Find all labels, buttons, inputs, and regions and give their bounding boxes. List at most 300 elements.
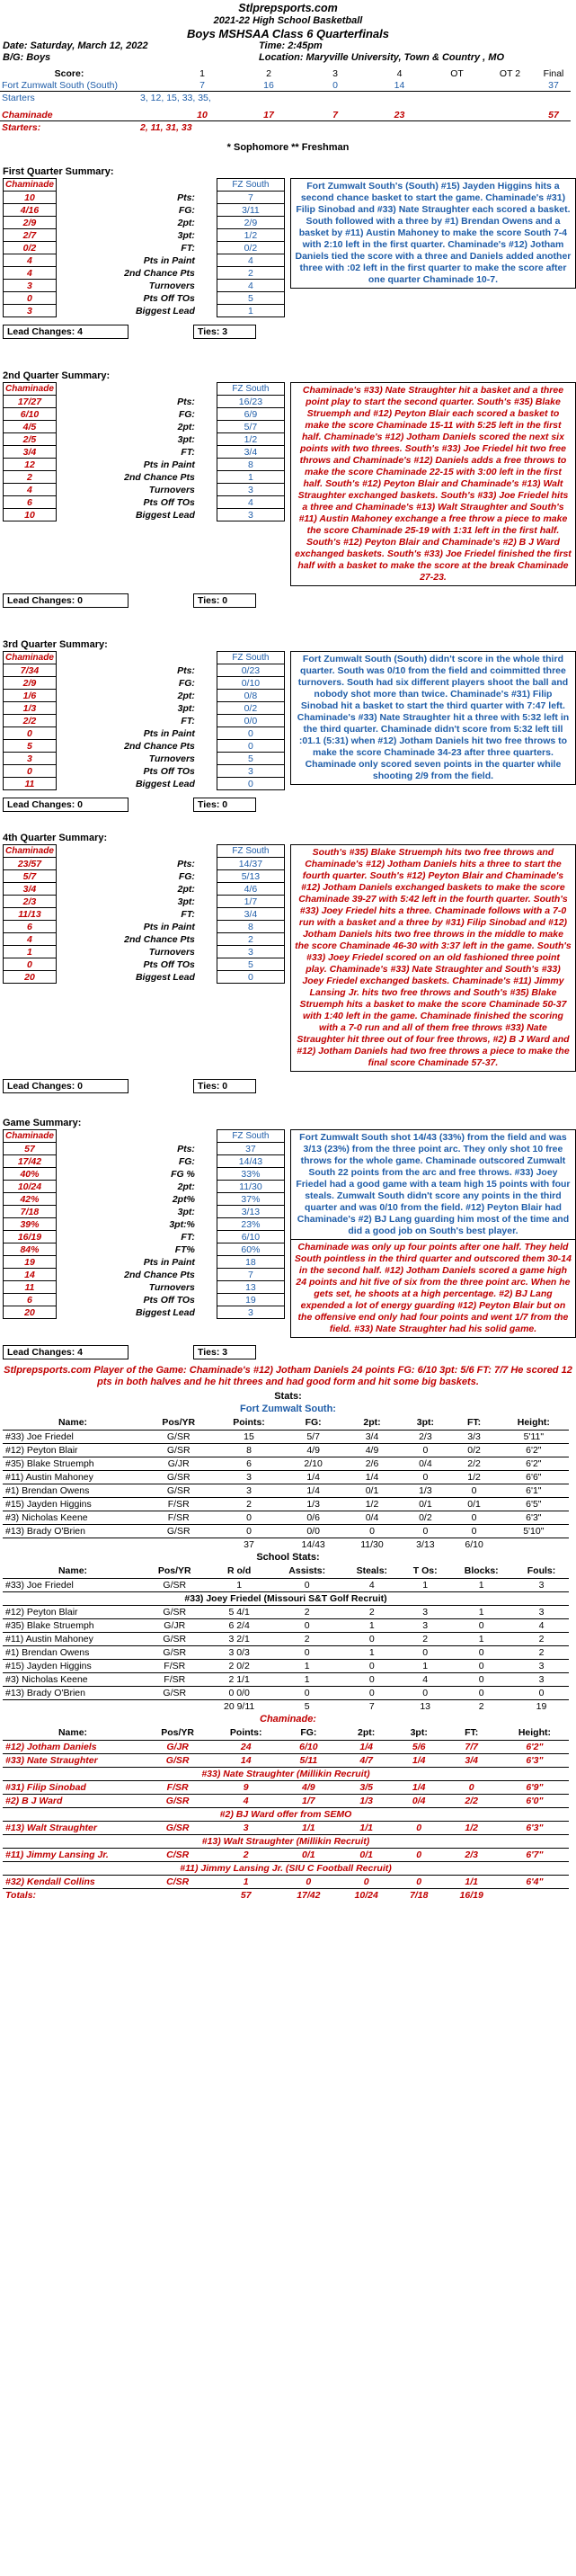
team2-q1: 10 xyxy=(169,109,235,121)
school-cell: 1 xyxy=(272,1673,342,1687)
game-fz-value: 23% xyxy=(217,1218,284,1231)
team2-q2: 17 xyxy=(235,109,302,121)
q1-row xyxy=(4,292,285,305)
q4-stat-label: Biggest Lead xyxy=(135,971,195,983)
game-fz-value: 33% xyxy=(217,1168,284,1181)
q4-row xyxy=(4,921,285,933)
game-fz-value: 37 xyxy=(217,1143,284,1155)
game-stat-label: FT: xyxy=(181,1231,195,1243)
fz-cell: 15 xyxy=(214,1431,283,1444)
ot2-head: OT 2 xyxy=(499,67,521,79)
team2-ot xyxy=(430,109,483,121)
cham-cell: 6'7" xyxy=(501,1849,569,1862)
team1-q1: 7 xyxy=(169,79,235,92)
cham-header: FT: xyxy=(443,1725,501,1741)
cham-cell: 1/4 xyxy=(395,1781,443,1795)
fz-cell: G/SR xyxy=(143,1484,214,1498)
fz-cell: 4/9 xyxy=(343,1444,402,1457)
q1-fz-value: 3/11 xyxy=(217,204,284,217)
q3-row xyxy=(4,677,285,690)
q1-head: 1 xyxy=(199,67,205,79)
cham-total xyxy=(501,1889,569,1903)
q1-col-heads xyxy=(4,179,285,192)
school-cell: 0 xyxy=(448,1619,514,1633)
cham-header: 3pt: xyxy=(395,1725,443,1741)
school-total: 19 xyxy=(536,1701,547,1712)
cham-cell: 0 xyxy=(338,1876,395,1889)
fz-header: Pos/YR xyxy=(143,1415,214,1431)
q2-stat-label: Turnovers xyxy=(148,484,195,495)
fz-cell: #15) Jayden Higgins xyxy=(3,1498,143,1511)
school-cell: 2 xyxy=(272,1606,342,1619)
q1-stat-label: FG: xyxy=(178,204,195,216)
school-cell: 0 0/0 xyxy=(207,1687,272,1700)
game-cham-value: 16/19 xyxy=(4,1231,57,1243)
fz-totals-row xyxy=(3,1538,569,1552)
school-row xyxy=(3,1660,569,1673)
team2-starters-label: Starters: xyxy=(2,121,41,133)
school-header: Blocks: xyxy=(448,1564,514,1579)
q2-title: 2nd Quarter Summary: xyxy=(3,370,111,381)
game-row xyxy=(4,1256,285,1269)
q2-fz-value: 4 xyxy=(217,496,284,509)
q2-fz-value: 5/7 xyxy=(217,421,284,433)
q3-lead-changes: Lead Changes: 0 xyxy=(3,798,128,812)
season-title: 2021-22 High School Basketball xyxy=(213,15,363,26)
school-cell: 0 xyxy=(448,1687,514,1700)
q4-row xyxy=(4,883,285,896)
q4-row xyxy=(4,908,285,921)
q3-col-heads xyxy=(4,652,285,664)
fz-cell: 6'3" xyxy=(499,1511,569,1525)
cham-cell: #11) Jimmy Lansing Jr. xyxy=(3,1849,143,1862)
cham-cell: 1/4 xyxy=(395,1754,443,1768)
cham-cell: 1/3 xyxy=(338,1795,395,1808)
game-col-heads xyxy=(4,1130,285,1143)
game-gender: B/G: Boys xyxy=(3,52,51,63)
q3-head: 3 xyxy=(332,67,338,79)
cham-cell: 5/6 xyxy=(395,1741,443,1754)
cham-cell: C/SR xyxy=(143,1876,212,1889)
q1-ties: Ties: 3 xyxy=(193,325,256,339)
team1-q2: 16 xyxy=(235,79,302,92)
game-location: Location: Maryville University, Town & Country , MO xyxy=(259,52,504,63)
cham-cell: 2/3 xyxy=(443,1849,501,1862)
fz-cell: 0/0 xyxy=(284,1525,343,1538)
game-lead-ties xyxy=(3,1345,576,1359)
cham-cell: 6'9" xyxy=(501,1781,569,1795)
game-narrative: Chaminade was only up four points after one half. They held South pointless in the third quarter and outscored them 30-14 in the second half. #12) Jotham Daniels scored a game high 24 points and hit five of six from the three point arc. When he gets set, he shoots at a high percentage. #2) BJ Lang expended a lot of energy guarding #12) Peyton Blair but on the offensive end only had four points and went 1/7 from the field. #33) Nate Straughter had his solid game. xyxy=(290,1240,576,1338)
cham-cell: 0/4 xyxy=(395,1795,443,1808)
q1-narrative-wrap xyxy=(285,178,576,289)
fz-cell: 5'11" xyxy=(499,1431,569,1444)
q4-cham-value: 5/7 xyxy=(4,870,57,883)
team1-row xyxy=(0,79,571,92)
school-total: 7 xyxy=(368,1701,375,1712)
school-cell: 1 xyxy=(448,1579,514,1592)
school-cell: 1 xyxy=(448,1633,514,1646)
school-cell: 3 0/3 xyxy=(207,1646,272,1660)
fz-total xyxy=(3,1538,143,1552)
q3-fz-value: 0/0 xyxy=(217,715,284,727)
fz-cell: #33) Joe Friedel xyxy=(3,1431,143,1444)
game-row xyxy=(4,1206,285,1218)
q2-narrative-wrap xyxy=(285,382,576,586)
q1-cham-value: 0/2 xyxy=(4,242,57,254)
cham-header: Height: xyxy=(501,1725,569,1741)
fz-col-head: FZ South xyxy=(217,1130,284,1143)
date-time-row xyxy=(0,40,576,52)
cham-cell: F/SR xyxy=(143,1781,212,1795)
q4-cham-value: 23/57 xyxy=(4,858,57,870)
fz-cell: 0 xyxy=(401,1471,449,1484)
q3-row xyxy=(4,727,285,740)
school-total xyxy=(3,1700,143,1714)
chaminade-col-head: Chaminade xyxy=(4,179,57,192)
q4-cham-value: 20 xyxy=(4,971,57,984)
cham-cell: 3/4 xyxy=(443,1754,501,1768)
q3-stat-label: 2nd Chance Pts xyxy=(124,740,195,752)
q2-stat-label: 3pt: xyxy=(177,433,195,445)
class-legend: * Sophomore ** Freshman xyxy=(226,142,350,153)
fz-header: Points: xyxy=(214,1415,283,1431)
cham-header: Name: xyxy=(3,1725,143,1741)
school-cell: 0 xyxy=(272,1687,342,1700)
fz-cell: #1) Brendan Owens xyxy=(3,1484,143,1498)
q1-fz-value: 4 xyxy=(217,254,284,267)
q2-lead-ties xyxy=(3,593,576,608)
fz-total xyxy=(499,1538,569,1552)
cham-cell: 3/5 xyxy=(338,1781,395,1795)
cham-cell: 1 xyxy=(212,1876,279,1889)
school-cell: 1 xyxy=(448,1606,514,1619)
school-cell: #3) Nicholas Keene xyxy=(3,1673,143,1687)
fz-row xyxy=(3,1471,569,1484)
game-row xyxy=(4,1193,285,1206)
school-stats-title: School Stats: xyxy=(256,1552,320,1563)
q2-fz-value: 1/2 xyxy=(217,433,284,446)
chaminade-col-head: Chaminade xyxy=(4,845,57,858)
fz-cell: 0 xyxy=(214,1525,283,1538)
school-cell: 0 xyxy=(342,1633,402,1646)
q2-cham-value: 4/5 xyxy=(4,421,57,433)
q3-cham-value: 1/3 xyxy=(4,702,57,715)
label-col-head xyxy=(56,383,217,396)
school-header-row xyxy=(3,1564,569,1579)
fz-cell: 0 xyxy=(401,1525,449,1538)
game-cham-value: 20 xyxy=(4,1306,57,1319)
cham-cell: 6/10 xyxy=(279,1741,337,1754)
school-cell: 5 4/1 xyxy=(207,1606,272,1619)
team1-q4: 14 xyxy=(368,79,430,92)
game-fz-value: 19 xyxy=(217,1294,284,1306)
q3-row xyxy=(4,765,285,778)
school-cell: 0 xyxy=(402,1687,448,1700)
fz-cell: #13) Brady O'Brien xyxy=(3,1525,143,1538)
q1-lead-changes: Lead Changes: 4 xyxy=(3,325,128,339)
cham-cell: #12) Jotham Daniels xyxy=(3,1741,143,1754)
cham-cell: 6'2" xyxy=(501,1741,569,1754)
cham-row xyxy=(3,1876,569,1889)
q3-row xyxy=(4,740,285,753)
q4-row xyxy=(4,946,285,958)
q2-stat-label: Pts Off TOs xyxy=(143,496,195,508)
fz-cell: 6'1" xyxy=(499,1484,569,1498)
q4-fz-value: 8 xyxy=(217,921,284,933)
game-cham-value: 40% xyxy=(4,1168,57,1181)
q2-head: 2 xyxy=(266,67,271,79)
fz-total: 6/10 xyxy=(465,1539,483,1550)
q3-stat-label: 3pt: xyxy=(177,702,195,714)
school-cell: 3 xyxy=(514,1673,569,1687)
school-header: R o/d xyxy=(207,1564,272,1579)
q4-row xyxy=(4,870,285,883)
q3-cham-value: 2/2 xyxy=(4,715,57,727)
game-date: Date: Saturday, March 12, 2022 xyxy=(3,40,148,51)
fz-cell: 1/3 xyxy=(284,1498,343,1511)
game-row xyxy=(4,1269,285,1281)
game-cham-value: 57 xyxy=(4,1143,57,1155)
q3-title: 3rd Quarter Summary: xyxy=(3,639,108,650)
q3-fz-value: 0 xyxy=(217,778,284,790)
fz-col-head: FZ South xyxy=(217,845,284,858)
game-lead-changes: Lead Changes: 4 xyxy=(3,1345,128,1359)
q1-row xyxy=(4,254,285,267)
cham-cell: 6'4" xyxy=(501,1876,569,1889)
q1-stat-label: Pts in Paint xyxy=(143,254,195,266)
q2-cham-value: 12 xyxy=(4,459,57,471)
cham-cell: 0 xyxy=(395,1849,443,1862)
game-stat-label: Pts: xyxy=(177,1143,195,1154)
game-narrative: Fort Zumwalt South shot 14/43 (33%) from the field and was 3/13 (23%) from the three point arc. They only shot 10 free throws for the whole game. Chaminade outscored Zumwalt South 22 points from the arc and free throws. #33) Joey Friedel had a good game with a team high 15 points with four steals. Zumwalt South didn't score any points in the third quarter and was 0/10 from the field. #12) Peyton Blair had Chaminade's #2) BJ Lang guarding him most of the time and did a good job on South's best player. xyxy=(290,1129,576,1240)
q4-cham-value: 3/4 xyxy=(4,883,57,896)
school-cell: 2 0/2 xyxy=(207,1660,272,1673)
fz-cell: 0/1 xyxy=(401,1498,449,1511)
cham-cell: 0 xyxy=(395,1822,443,1835)
fz-cell: 2/2 xyxy=(449,1457,498,1471)
fz-cell: G/SR xyxy=(143,1525,214,1538)
school-cell: 0 xyxy=(342,1687,402,1700)
game-row xyxy=(4,1218,285,1231)
school-header: Name: xyxy=(3,1564,143,1579)
cham-cell: 1/1 xyxy=(443,1876,501,1889)
school-total: 20 9/11 xyxy=(223,1701,255,1712)
fz-cell: 1/4 xyxy=(284,1484,343,1498)
fz-cell: 4/9 xyxy=(284,1444,343,1457)
q3-cham-value: 7/34 xyxy=(4,664,57,677)
game-time: Time: 2:45pm xyxy=(259,40,323,51)
q1-fz-value: 1 xyxy=(217,305,284,317)
q1-stat-table xyxy=(3,178,285,317)
school-cell: 0 xyxy=(272,1579,342,1592)
q4-stat-label: Turnovers xyxy=(148,946,195,958)
cham-row xyxy=(3,1741,569,1754)
q3-stat-label: Turnovers xyxy=(148,753,195,764)
game-title: Game Summary: xyxy=(3,1118,82,1128)
score-label: Score: xyxy=(54,67,84,79)
team2-starters: 2, 11, 31, 33 xyxy=(140,121,192,133)
cham-cell: 0/1 xyxy=(338,1849,395,1862)
cham-cell: 0/1 xyxy=(279,1849,337,1862)
school-first-row xyxy=(3,1579,569,1592)
cham-cell: #31) Filip Sinobad xyxy=(3,1781,143,1795)
cham-note-4: #11) Jimmy Lansing Jr. (SIU C Football Recruit) xyxy=(3,1862,569,1876)
cham-total: 10/24 xyxy=(354,1890,378,1901)
cham-cell: 6'3" xyxy=(501,1822,569,1835)
team1-starters-label: Starters xyxy=(2,92,35,103)
fz-cell: G/SR xyxy=(143,1444,214,1457)
fz-cell: F/SR xyxy=(143,1511,214,1525)
q1-stat-label: 2pt: xyxy=(177,217,195,228)
chaminade-col-head: Chaminade xyxy=(4,1130,57,1143)
school-cell: 3 xyxy=(402,1619,448,1633)
school-row xyxy=(3,1687,569,1700)
fz-cell: 1/2 xyxy=(343,1498,402,1511)
cham-cell: 0 xyxy=(443,1781,501,1795)
school-cell: 2 xyxy=(514,1633,569,1646)
fz-cell: 0/2 xyxy=(449,1444,498,1457)
fz-row xyxy=(3,1484,569,1498)
q3-stat-label: Biggest Lead xyxy=(135,778,195,789)
scoreboard xyxy=(0,67,571,133)
q2-stat-label: Biggest Lead xyxy=(135,509,195,521)
q2-lead-changes: Lead Changes: 0 xyxy=(3,593,128,608)
q4-stat-table xyxy=(3,844,285,984)
fz-cell: 0 xyxy=(449,1484,498,1498)
ot-head: OT xyxy=(450,67,464,79)
q3-row xyxy=(4,778,285,790)
school-cell: 2 xyxy=(272,1633,342,1646)
school-cell: 0 xyxy=(272,1646,342,1660)
team2-ot2 xyxy=(483,109,536,121)
q1-fz-value: 0/2 xyxy=(217,242,284,254)
q2-cham-value: 3/4 xyxy=(4,446,57,459)
game-row xyxy=(4,1243,285,1256)
fz-cell: G/SR xyxy=(143,1471,214,1484)
q1-body xyxy=(3,178,576,317)
q4-stat-label: Pts: xyxy=(177,858,195,869)
q1-cham-value: 2/9 xyxy=(4,217,57,229)
game-stat-label: 2pt: xyxy=(177,1181,195,1192)
game-fz-value: 37% xyxy=(217,1193,284,1206)
cham-header: Points: xyxy=(212,1725,279,1741)
cham-cell: 9 xyxy=(212,1781,279,1795)
q1-cham-value: 4/16 xyxy=(4,204,57,217)
fz-total: 37 xyxy=(244,1539,254,1550)
cham-total: 17/42 xyxy=(297,1890,321,1901)
q4-row xyxy=(4,896,285,908)
q1-fz-value: 4 xyxy=(217,280,284,292)
cham-cell: #13) Walt Straughter xyxy=(3,1822,143,1835)
school-row xyxy=(3,1646,569,1660)
cham-cell: 4/7 xyxy=(338,1754,395,1768)
game-stat-label: 2pt% xyxy=(172,1193,195,1205)
team1-q3: 0 xyxy=(302,79,368,92)
game-row xyxy=(4,1231,285,1243)
q3-cham-value: 1/6 xyxy=(4,690,57,702)
fz-col-head: FZ South xyxy=(217,383,284,396)
q2-body xyxy=(3,382,576,586)
fz-total: 3/13 xyxy=(416,1539,435,1550)
fz-cell: 1/2 xyxy=(449,1471,498,1484)
q3-row xyxy=(4,715,285,727)
cham-totals-label: Totals: xyxy=(5,1890,37,1901)
label-col-head xyxy=(56,1130,217,1143)
school-cell: 0 xyxy=(514,1687,569,1700)
q1-row xyxy=(4,204,285,217)
game-fz-value: 6/10 xyxy=(217,1231,284,1243)
school-cell: G/SR xyxy=(143,1633,207,1646)
school-total: 5 xyxy=(304,1701,310,1712)
fz-total: 14/43 xyxy=(301,1539,325,1550)
fz-cell: 0 xyxy=(401,1444,449,1457)
cham-row xyxy=(3,1822,569,1835)
q4-fz-value: 3/4 xyxy=(217,908,284,921)
school-cell: 0 xyxy=(448,1646,514,1660)
game-row xyxy=(4,1168,285,1181)
q3-cham-value: 2/9 xyxy=(4,677,57,690)
q4-lead-changes: Lead Changes: 0 xyxy=(3,1079,128,1093)
q3-stat-table xyxy=(3,651,285,790)
fz-stats-table xyxy=(3,1415,569,1551)
q1-cham-value: 4 xyxy=(4,267,57,280)
school-cell: F/SR xyxy=(143,1673,207,1687)
game-stat-label: FG: xyxy=(178,1155,195,1167)
quarter-sections xyxy=(0,165,576,1359)
q4-stat-label: 3pt: xyxy=(177,896,195,907)
team2-name: Chaminade xyxy=(0,109,169,121)
q2-stat-label: Pts in Paint xyxy=(143,459,195,470)
q2-row xyxy=(4,396,285,408)
cham-cell: 0 xyxy=(279,1876,337,1889)
school-total xyxy=(143,1700,207,1714)
fz-cell: 0/2 xyxy=(401,1511,449,1525)
q2-stat-label: 2nd Chance Pts xyxy=(124,471,195,483)
q2-section xyxy=(0,370,576,608)
q4-cham-value: 4 xyxy=(4,933,57,946)
fz-cell: 6'2" xyxy=(499,1444,569,1457)
fz-stats-title: Fort Zumwalt South: xyxy=(240,1404,336,1414)
q1-cham-value: 2/7 xyxy=(4,229,57,242)
q3-cham-value: 5 xyxy=(4,740,57,753)
cham-cell: 1/1 xyxy=(338,1822,395,1835)
game-stat-table xyxy=(3,1129,285,1319)
cham-header: FG: xyxy=(279,1725,337,1741)
fz-row xyxy=(3,1444,569,1457)
game-ties: Ties: 3 xyxy=(193,1345,256,1359)
cham-cell: 24 xyxy=(212,1741,279,1754)
school-cell: 3 2/1 xyxy=(207,1633,272,1646)
cham-note-1-row xyxy=(3,1768,569,1781)
school-total: 2 xyxy=(478,1701,484,1712)
game-cham-value: 39% xyxy=(4,1218,57,1231)
fz-cell: 3/3 xyxy=(449,1431,498,1444)
q3-fz-value: 0/8 xyxy=(217,690,284,702)
game-row xyxy=(4,1294,285,1306)
fz-cell: F/SR xyxy=(143,1498,214,1511)
cham-totals-row xyxy=(3,1889,569,1903)
q2-cham-value: 2 xyxy=(4,471,57,484)
fz-cell: 5/7 xyxy=(284,1431,343,1444)
cham-cell: 14 xyxy=(212,1754,279,1768)
stats-title: Stats: xyxy=(274,1391,302,1402)
fz-cell: 0 xyxy=(343,1525,402,1538)
label-col-head xyxy=(56,652,217,664)
game-narrative-wrap xyxy=(285,1129,576,1338)
school-total: 13 xyxy=(420,1701,431,1712)
cham-note-3-row xyxy=(3,1835,569,1849)
fz-cell: 3 xyxy=(214,1484,283,1498)
